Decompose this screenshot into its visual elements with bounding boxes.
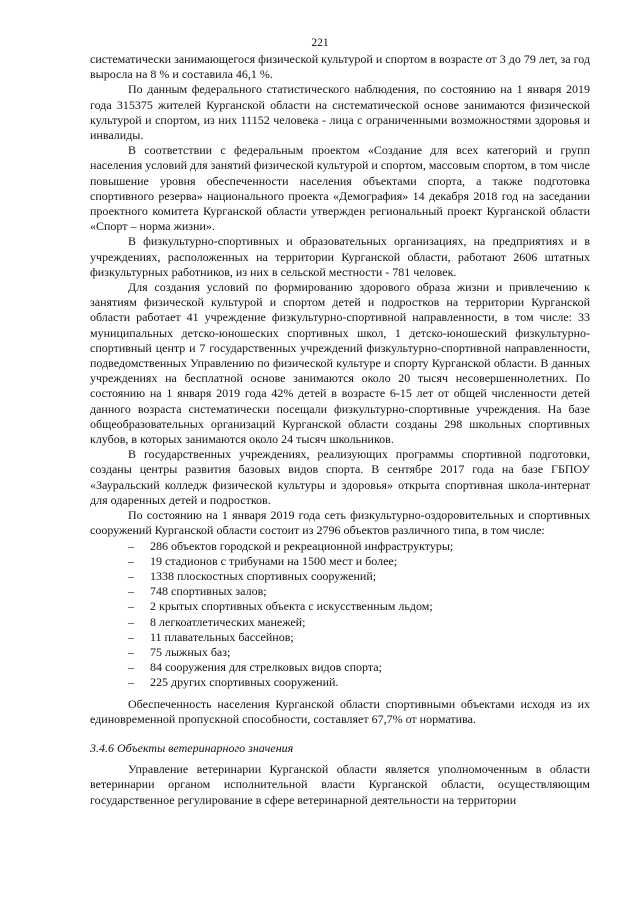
paragraph-federal-project: В соответствии с федеральным проектом «Создание для всех категорий и групп населения условий для занятий физической культурой и спортом, массовым спортом, в том числе повышение уровня обеспеченности населения объектами спорта, а также подготовка спортивного резерва» национального проекта «Демография» 14 декабря 2018 год на заседании проектного комитета Курганской области утвержден региональный проект Курганской области «Спорт – норма жизни». xyxy=(90,143,590,234)
list-item: – 84 сооружения для стрелковых видов спорта; xyxy=(128,660,590,675)
paragraph-statistics: По данным федерального статистического наблюдения, по состоянию на 1 января 2019 года 315375 жителей Курганской области на систематической основе занимаются физической культурой и спортом, из них 11152 человека - лица с ограниченными возможностями здоровья и инвалиды. xyxy=(90,82,590,143)
page-body xyxy=(90,52,590,808)
list-item: – 19 стадионов с трибунами на 1500 мест и более; xyxy=(128,554,590,569)
list-item: – 75 лыжных баз; xyxy=(128,645,590,660)
list-item: – 286 объектов городской и рекреационной инфраструктуры; xyxy=(128,539,590,554)
paragraph-centers: В государственных учреждениях, реализующих программы спортивной подготовки, созданы центры развития базовых видов спорта. В сентябре 2017 года на базе ГБПОУ «Зауральский колледж физической культуры и здоровья» открыта спортивная школа-интернат для одаренных детей и подростков. xyxy=(90,447,590,507)
page-number: 221 xyxy=(311,37,329,49)
paragraph-facilities-intro: По состоянию на 1 января 2019 года сеть физкультурно-оздоровительных и спортивных сооружений Курганской области состоит из 2796 объектов различного типа, в том числе: xyxy=(90,508,590,538)
list-item: – 11 плавательных бассейнов; xyxy=(128,630,590,645)
list-item: – 748 спортивных залов; xyxy=(128,584,590,599)
paragraph-institutions: Для создания условий по формированию здорового образа жизни и привлечению к занятиям физической культурой и спортом детей и подростков на территории Курганской области работает 41 учреждение физкультурно-спортивной направленности, в том числе: 33 муниципальных детско-юношеских спортивных школ, 1 детско-юношеский физкультурно-спортивный центр и 7 государственных учреждений физкультурно-спортивной направленности, подведомственных Управлению по физической культуре и спорту Курганской области. В данных учреждениях на бесплатной основе занимаются около 20 тысяч несовершеннолетних. По состоянию на 1 января 2019 года 42% детей в возрасте 6-15 лет от общей численности детей данного возраста систематически посещали физкультурно-спортивные учреждения. На базе общеобразовательных организаций Курганской области созданы 298 школьных спортивных клубов, в которых занимаются около 24 тысяч школьников. xyxy=(90,280,590,447)
paragraph-veterinary: Управление ветеринарии Курганской области является уполномоченным в области ветеринарии органом исполнительной власти Курганской области, осуществляющим государственное регулирование в сфере ветеринарной деятельности на территории xyxy=(90,762,590,807)
facilities-list xyxy=(90,539,590,691)
list-item: – 225 других спортивных сооружений. xyxy=(128,675,590,690)
list-item: – 2 крытых спортивных объекта с искусственным льдом; xyxy=(128,599,590,614)
list-item: – 8 легкоатлетических манежей; xyxy=(128,615,590,630)
paragraph-continuation: систематически занимающегося физической культурой и спортом в возрасте от 3 до 79 лет, за год выросла на 8 % и составила 46,1 %. xyxy=(90,52,590,82)
list-item: – 1338 плоскостных спортивных сооружений; xyxy=(128,569,590,584)
paragraph-staff: В физкультурно-спортивных и образовательных организациях, на предприятиях и в учреждениях, расположенных на территории Курганской области, работают 2606 штатных физкультурных работников, из них в сельской местности - 781 человек. xyxy=(90,234,590,279)
section-heading: 3.4.6 Объекты ветеринарного значения xyxy=(90,740,294,755)
paragraph-provision: Обеспеченность населения Курганской области спортивными объектами исходя из их единовременной пропускной способности, составляет 67,7% от норматива. xyxy=(90,696,590,726)
